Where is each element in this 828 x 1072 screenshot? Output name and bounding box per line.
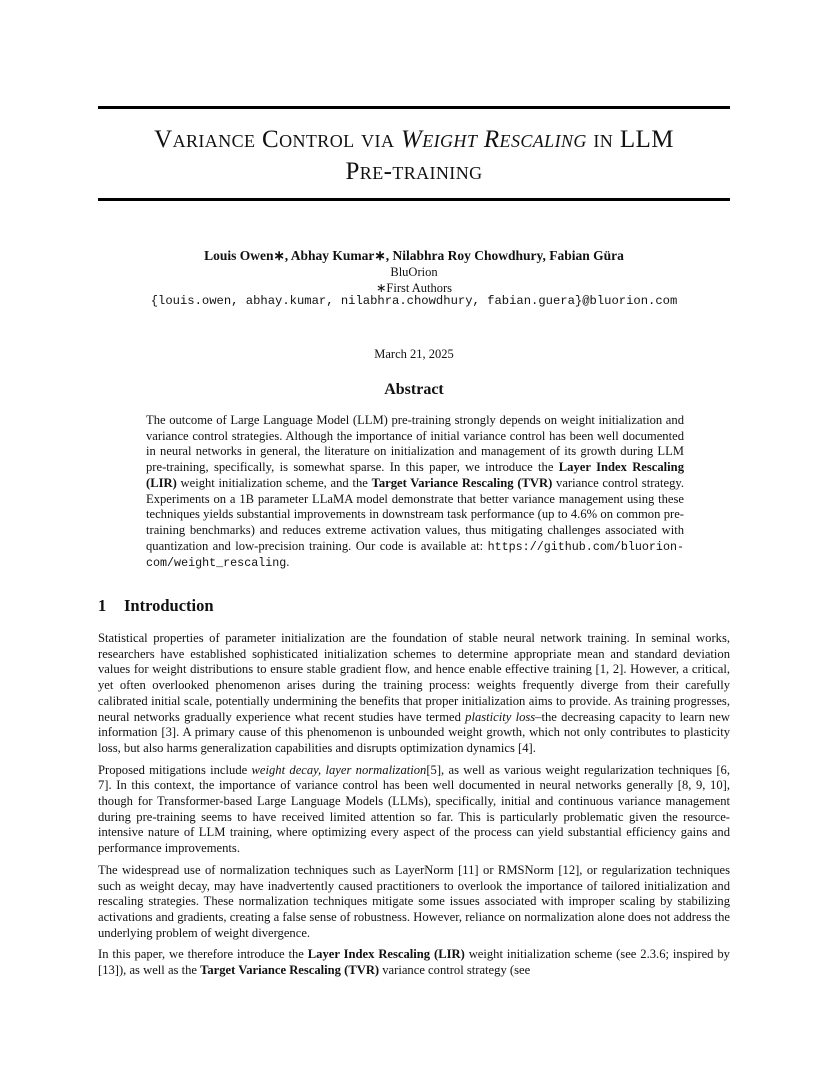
title-line1-italic: Weight Rescaling	[401, 126, 587, 153]
section-number: 1	[98, 596, 107, 615]
intro-paragraph-3: The widespread use of normalization techniques such as LayerNorm [11] or RMSNorm [12], or regularization techniques such as weight decay, may have inadvertently caused practitioners to overlook the importance of tailored initialization and rescaling strategies. These normalization techniques mitigate some issues associated with improper scaling by stabilizing activations and gradients, creating a false sense of robustness. However, reliance on normalization alone does not address the underlying problem of weight divergence.	[98, 862, 730, 940]
intro-paragraph-1	[98, 631, 730, 757]
abstract-tvr-term: Target Variance Rescaling (TVR)	[371, 475, 553, 490]
author-names: Louis Owen∗, Abhay Kumar∗, Nilabhra Roy Chowdhury, Fabian Güra	[204, 248, 624, 263]
abstract-text-3: variance control strategy. Experiments on a 1B parameter LLaMA model demonstrate that better variance management using these techniques yields substantial improvements in downstream task performance (up to 4.6% on common pre-training benchmarks) and reduces extreme activation values, thus mitigating challenges associated with quantization and low-precision training. Our code is available at:	[146, 475, 684, 553]
abstract-heading: Abstract	[384, 381, 444, 398]
intro-p4-text-c: variance control strategy (see	[379, 963, 531, 978]
intro-p4-tvr-term: Target Variance Rescaling (TVR)	[200, 963, 380, 978]
author-emails: {louis.owen, abhay.kumar, nilabhra.chowdhury, fabian.guera}@bluorion.com	[150, 294, 678, 308]
first-authors-note: ∗First Authors	[375, 281, 453, 295]
intro-p4-text-a: In this paper, we therefore introduce the	[98, 947, 308, 962]
introduction-body	[98, 631, 730, 985]
title-top-rule	[98, 106, 730, 109]
abstract-text	[146, 413, 684, 572]
intro-p4-lir-term: Layer Index Rescaling (LIR)	[307, 947, 465, 962]
intro-p4-text-b: weight initialization scheme (see 2.3.6; inspired by [13]), as well as the	[98, 947, 730, 978]
intro-p2-text-a: Proposed mitigations include	[98, 762, 252, 777]
intro-p1-text-a: Statistical properties of parameter initialization are the foundation of stable neural network training. In seminal works, researchers have established sophisticated initialization schemes to determine appropriate mean and standard deviation values for weight distributions to ensure stable gradient flow, and hence enable effective training [1, 2]. However, a critical, yet often overlooked phenomenon arises during the training process: weights frequently diverge from their carefully calibrated initial scale, potentially undermining the benefits that proper initialization aims to provide. As training progresses, neural networks gradually experience what recent studies have termed	[98, 631, 730, 724]
abstract-lir-term: Layer Index Rescaling (LIR)	[146, 460, 684, 490]
intro-p1-italic: plasticity loss	[465, 709, 536, 724]
paper-date: March 21, 2025	[374, 347, 454, 361]
title-line1-pre: Variance Control via	[154, 126, 402, 153]
title-bottom-rule	[98, 198, 730, 201]
intro-p2-italic: weight decay, layer normalization	[251, 762, 427, 777]
intro-paragraph-4	[98, 947, 730, 978]
section-heading-introduction	[98, 596, 730, 616]
paper-title	[98, 124, 730, 188]
author-affiliation: BluOrion	[390, 265, 438, 279]
title-line2: Pre-training	[345, 158, 483, 185]
intro-p1-text-b: –the decreasing capacity to learn new information [3]. A primary cause of this phenomenon is unbounded weight growth, which not only contributes to plasticity loss, but also harms generalization capabilities and disrupts optimization dynamics [4].	[98, 709, 730, 755]
abstract-text-4: .	[286, 555, 290, 570]
intro-p2-text-b: [5], as well as various weight regularization techniques [6, 7]. In this context, the importance of variance control has been well documented in neural networks generally [8, 9, 10], though for Transformer-based Large Language Models (LLMs), specifically, initial and continuous variance management during pre-training seems to have received limited attention so far. This is particularly problematic given the resource-intensive nature of LLM training, where optimizing every aspect of the process can yield substantial efficiency gains and performance improvements.	[98, 762, 730, 856]
intro-paragraph-2	[98, 763, 730, 857]
title-line1-post: in LLM	[586, 126, 674, 153]
abstract-text-1: The outcome of Large Language Model (LLM) pre-training strongly depends on weight initialization and variance control strategies. Although the importance of initial variance control has been well documented in neural networks in general, the literature on initialization and management of its growth during LLM pre-training, specifically, is somewhat sparse. In this paper, we introduce the	[146, 413, 684, 475]
code-repository-link[interactable]: https://github.com/bluorion-com/weight_rescaling	[146, 539, 684, 571]
abstract-text-2: weight initialization scheme, and the	[176, 475, 372, 490]
section-title: Introduction	[124, 596, 214, 615]
